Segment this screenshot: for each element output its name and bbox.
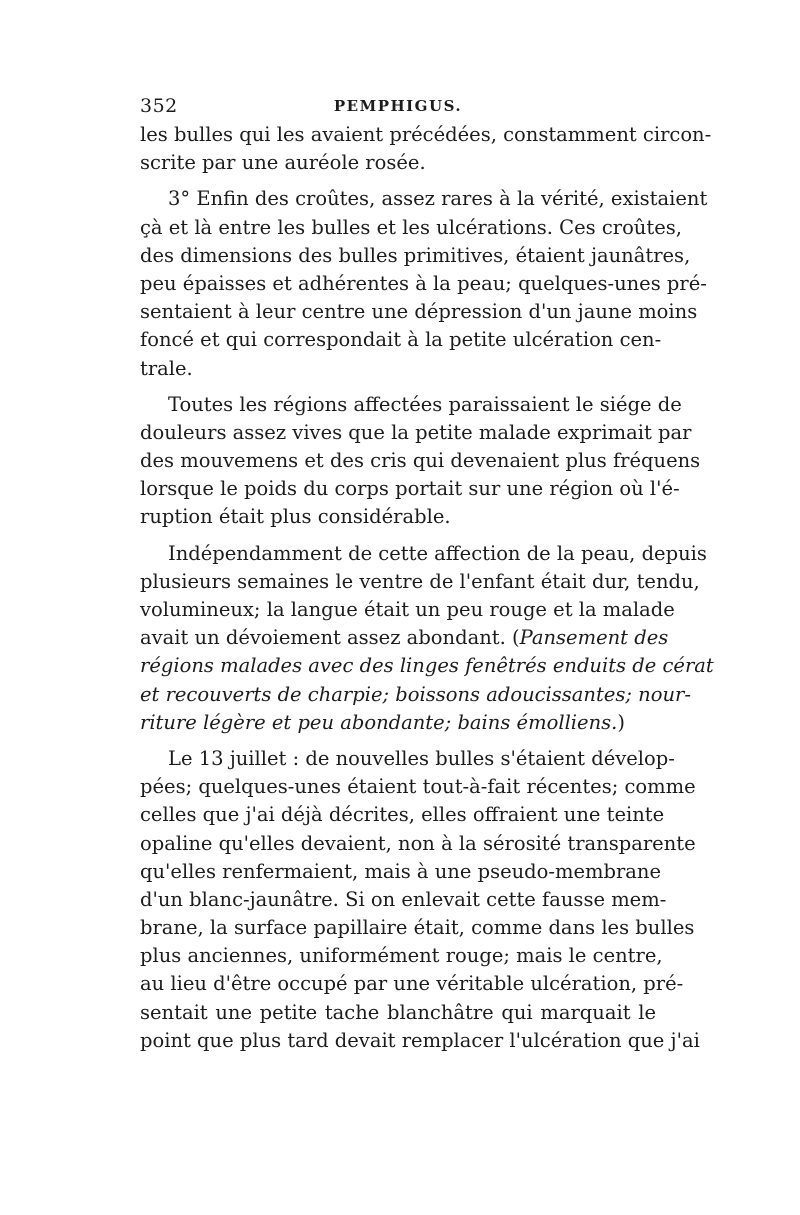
text-line: d'un blanc-jaunâtre. Si on enlevait cette fausse mem-: [140, 887, 667, 911]
text-line: peu épaisses et adhérentes à la peau; quelques-unes pré-: [140, 271, 707, 295]
text-line: sentaient à leur centre une dépression d'un jaune moins: [140, 300, 698, 324]
text-line: volumineux; la langue était un peu rouge et la malade: [140, 598, 675, 621]
text-line: et recouverts de charpie; boissons adoucissantes; nour-: [140, 682, 691, 706]
text-line: Toutes les régions affectées paraissaient le siége de: [168, 392, 682, 416]
text-line: çà et là entre les bulles et les ulcérations. Ces croûtes,: [140, 215, 682, 239]
running-head: [140, 95, 656, 121]
text-line: Le 13 juillet : de nouvelles bulles s'étaient dévelop-: [168, 746, 675, 770]
paragraph-croutes: [140, 185, 708, 382]
italic-run: riture légère et peu abondante; bains émolliens.: [140, 710, 618, 734]
text-line: brane, la surface papillaire était, comme dans les bulles: [140, 916, 695, 940]
text-line: scrite par une auréole rosée.: [140, 151, 426, 175]
text-line: lorsque le poids du corps portait sur une région où l'é-: [140, 477, 680, 501]
text-line: ruption était plus considérable.: [140, 505, 451, 529]
text-run: ): [617, 710, 625, 734]
text-line: au lieu d'être occupé par une véritable ulcération, pré-: [140, 972, 684, 996]
text-line: point que plus tard devait remplacer l'ulcération que j'ai: [140, 1028, 700, 1052]
text-line: foncé et qui correspondait à la petite ulcération cen-: [140, 328, 662, 352]
text-line: plusieurs semaines le ventre de l'enfant était dur, tendu,: [140, 569, 700, 593]
italic-run: Pansement des: [519, 626, 669, 650]
paragraph-ventre: [140, 540, 714, 737]
paragraph-bulles-end: [140, 121, 712, 177]
paragraph-13-juillet: [140, 745, 700, 1055]
text-line: qu'elles renfermaient, mais à une pseudo-membrane: [140, 859, 662, 883]
text-line: [140, 624, 669, 652]
text-line: plus anciennes, uniformément rouge; mais le centre,: [140, 944, 663, 968]
text-line: [140, 709, 656, 737]
text-line: trale.: [140, 356, 193, 380]
text-line: celles que j'ai déjà décrites, elles offraient une teinte: [140, 803, 665, 827]
text-line: opaline qu'elles devaient, non à la sérosité transparente: [140, 831, 696, 855]
text-line: sentait une petite tache blanchâtre qui marquait le: [140, 1000, 656, 1024]
text-line: les bulles qui les avaient précédées, constamment circon-: [140, 123, 712, 146]
page-number: 352: [140, 95, 178, 117]
book-page: [140, 95, 714, 1055]
text-line: pées; quelques-unes étaient tout-à-fait récentes; comme: [140, 775, 696, 799]
running-title: PEMPHIGUS.: [333, 97, 463, 115]
text-line: régions malades avec des linges fenêtrés enduits de cérat: [140, 654, 714, 678]
text-line: des dimensions des bulles primitives, étaient jaunâtres,: [140, 243, 691, 267]
text-run: avait un dévoiement assez abondant. (: [140, 626, 520, 650]
text-line: douleurs assez vives que la petite malade exprimait par: [140, 420, 692, 444]
text-line: Indépendamment de cette affection de la peau, depuis: [168, 541, 707, 565]
text-line: des mouvemens et des cris qui devenaient plus fréquens: [140, 449, 701, 473]
text-line: 3° Enfin des croûtes, assez rares à la vérité, existaient: [168, 187, 708, 211]
paragraph-douleurs: [140, 391, 701, 532]
